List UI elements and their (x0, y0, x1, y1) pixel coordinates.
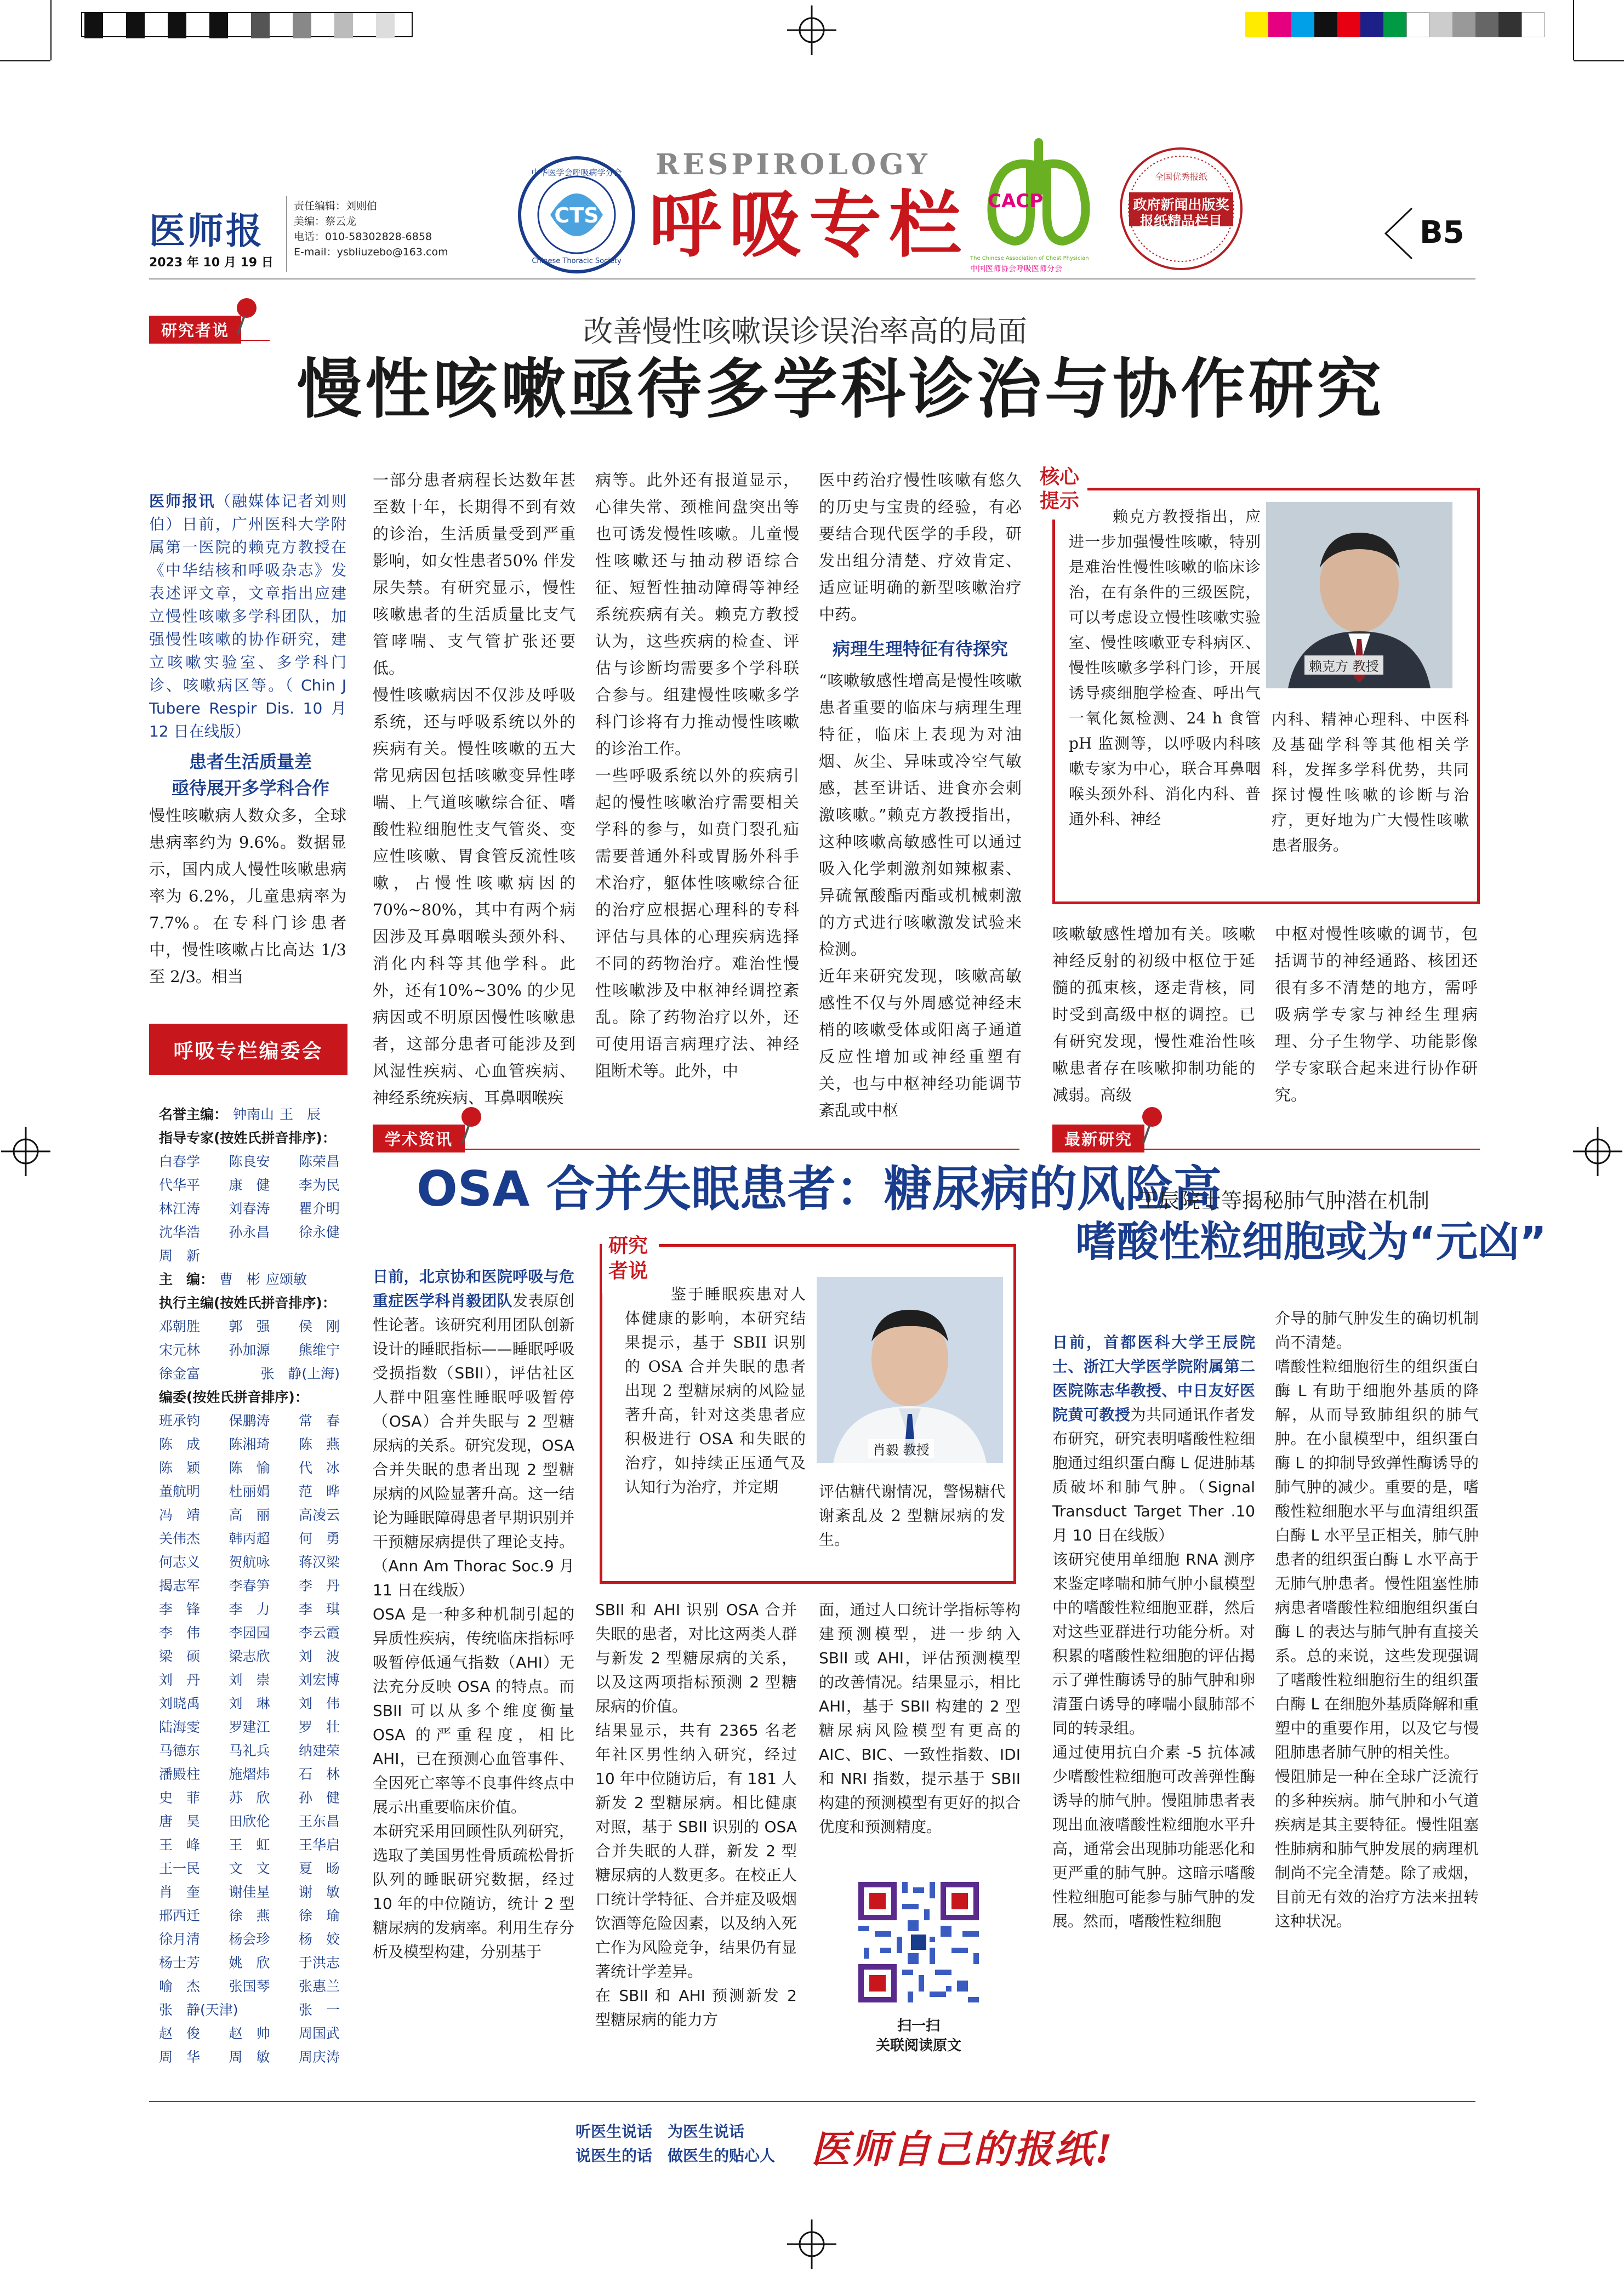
board-member-name: 赵 帅 (229, 2025, 270, 2041)
board-member-name: 周 华 (159, 2049, 201, 2065)
board-member-name: 徐 瑜 (298, 1908, 340, 1924)
respirology-wordmark: RESPIROLOGY (656, 148, 931, 181)
board-row (159, 1621, 340, 1645)
board-member-name: 苏 欣 (229, 1790, 270, 1806)
cts-ring-en: Chinese Thoracic Society (532, 257, 622, 265)
osa-box-text: 鉴于睡眠疾患对人体健康的影响，本研究结果提示，基于 SBII 识别的 OSA 合并失眠的患者出现 2 型糖尿病的风险显著升高，针对这类患者应积极进行 OSA 和失眠的治疗，如持续正压通气及认知行为治疗，并定期 (625, 1285, 806, 1496)
footer-slogan-1: 听医生说话 为医生说话 (575, 2122, 745, 2141)
board-member-name: 董航明 (159, 1483, 201, 1499)
board-member-name: 高凌云 (298, 1507, 340, 1523)
board-member-name: 罗 壮 (298, 1719, 340, 1735)
award-line1: 政府新闻出版奖 (1133, 197, 1229, 213)
board-member-name: 于洪志 (298, 1955, 340, 1971)
board-member-name: 陈荣昌 (298, 1154, 340, 1169)
trim-line-left (0, 60, 50, 61)
board-row (159, 2045, 340, 2069)
board-row (159, 1268, 340, 1291)
board-member-name: 代 冰 (298, 1460, 340, 1476)
board-member-name: 王 峰 (159, 1837, 201, 1853)
board-member-name: 徐金富 (159, 1366, 201, 1382)
board-member-name: 陈湘琦 (229, 1436, 270, 1452)
osa-col-1-body: 发表原创性论著。该研究利用团队创新设计的睡眠指标——睡眠呼吸受损指数（SBII），评估社区人群中阻塞性睡眠呼吸暂停（OSA）合并失眠与 2 型糖尿病的关系。研究发现，OSA 合并失眠的患者出现 2 型糖尿病的风险显著升高。这一结论为睡眠障碍患者早期识别并干预糖尿病提供了理论支持。（Ann Am Thorac Soc.9 月 11 日在线版） OSA 是一种多种机制引起的异质性疾病，传统临床指标呼吸暂停低通气指数（AHI）无法充分反映 OSA 的特点。而 SBII 可以从多个维度衡量 OSA 的严重程度，相比 AHI，已在预测心血管事件、全因死亡率等不良事件终点中展示出重要临床价值。 本研究采用回顾性队列研究，选取了美国男性骨质疏松骨折队列的睡眠研究数据，经过 10 年的中位随访，统计 2 型糖尿病的发病率。利用生存分析及模型构建，分别基于 (373, 1292, 574, 1961)
core-tip-text-2: 内科、精神心理科、中医科及基础学科等其他相关学科，发挥多学科优势，共同探讨慢性咳嗽的诊断与治疗，更好地为广大慢性咳嗽患者服务。 (1272, 710, 1469, 854)
cts-logo (517, 156, 636, 274)
board-member-name: 冯 靖 (159, 1507, 201, 1523)
board-member-name: 保鹏涛 (229, 1413, 270, 1429)
board-row (159, 1645, 340, 1668)
board-row (159, 1362, 340, 1385)
pushpin-icon-3 (1135, 1105, 1167, 1145)
board-row (159, 1409, 340, 1433)
board-member-name: 何志义 (159, 1554, 201, 1570)
board-member-name: 范 晔 (298, 1483, 340, 1499)
board-member-name: 姚 欣 (229, 1955, 270, 1971)
pushpin-icon-2 (454, 1105, 487, 1145)
board-member-name: 李 伟 (159, 1625, 201, 1641)
board-member-name: 纳建荣 (298, 1743, 340, 1759)
board-member-name: 石 林 (298, 1766, 340, 1782)
portrait-caption-lai: 赖克方 教授 (1304, 655, 1383, 675)
board-member-name: 徐 燕 (229, 1908, 270, 1924)
footer-calligraphy: 医师自己的报纸! (811, 2126, 1114, 2172)
osa-col-3: 面，通过人口统计学指标等构建预测模型，进一步纳入 SBII 或 AHI，评估预测模型的改善情况。结果显示，相比 AHI，基于 SBII 构建的 2 型糖尿病风险模型有更高的 AIC、BIC、一致性指数、IDI 和 NRI 指数，提示基于 SBII 构建的预测模型有更好的拟合优度和预测精度。 (819, 1601, 1021, 1836)
board-row (159, 1762, 340, 1786)
board-member-name: 侯 刚 (298, 1319, 340, 1334)
board-row (159, 1692, 340, 1715)
masthead-divider (286, 196, 287, 272)
board-row (159, 1715, 340, 1739)
award-line2: 报纸精品栏目 (1139, 213, 1222, 229)
latest-kicker: 王辰院士等揭秘肺气肿潜在机制 (1138, 1189, 1430, 1213)
board-row (159, 1951, 340, 1975)
top-subhead-1: 患者生活质量差 亟待展开多学科合作 (171, 751, 329, 798)
board-member-name: 邢西迁 (159, 1908, 201, 1924)
board-member-name: 文 文 (229, 1861, 270, 1876)
board-row (159, 1456, 340, 1480)
board-member-name: 史 菲 (159, 1790, 201, 1806)
top-lead (149, 467, 346, 741)
latest-headline: 嗜酸性粒细胞或为“元凶” (1075, 1217, 1547, 1266)
board-member-name: 张 静(上海) (260, 1366, 340, 1382)
board-row (159, 1103, 340, 1126)
qr-code[interactable] (853, 1876, 984, 2008)
board-member-name: 唐 昊 (159, 1813, 201, 1829)
board-member-name: 李云霞 (298, 1625, 340, 1641)
color-calibration-bar (1245, 12, 1552, 37)
board-member-name: 韩丙超 (229, 1531, 270, 1547)
trim-line-right-v (1573, 0, 1574, 60)
board-member-name: 徐永健 (298, 1224, 340, 1240)
board-member-name: 陈 愉 (229, 1460, 270, 1476)
staff-editor: 责任编辑：刘则伯 (294, 200, 378, 212)
board-member-name: 周 新 (159, 1248, 201, 1264)
board-row (159, 1668, 340, 1692)
crop-mark-top-center (787, 5, 836, 55)
board-row (159, 1786, 340, 1810)
core-tip-label: 核心提示 (1039, 465, 1079, 512)
top-col-1: 慢性咳嗽病人数众多，全球患病率约为 9.6%。数据显示，国内成人慢性咳嗽患病率为 6.2%，儿童患病率为 7.7%。在专科门诊患者中，慢性咳嗽占比高达 1/3 至 2/3。相当 (149, 806, 346, 986)
board-member-name: 马礼兵 (229, 1743, 270, 1759)
section-tag-researcher: 研究者说 (149, 316, 241, 344)
board-member-name: 徐月清 (159, 1931, 201, 1947)
cacp-en: The Chinese Association of Chest Physician (970, 255, 1089, 261)
portrait-silhouette-icon-2 (817, 1277, 1003, 1463)
section-tag-academic: 学术资讯 (373, 1125, 465, 1152)
top-col-3: 病等。此外还有报道显示，心律失常、颈椎间盘突出等也可诱发慢性咳嗽。儿童慢性咳嗽还与抽动秽语综合征、短暂性抽动障碍等神经系统疾病有关。赖克方教授认为，这些疾病的检查、评估与诊断均需要多个学科联合参与。组建慢性咳嗽多学科门诊将有力推动慢性咳嗽的诊治工作。 一些呼吸系统以外的疾病引起的慢性咳嗽治疗需要相关学科的参与，如贲门裂孔疝需要普通外科或胃肠外科手术治疗，躯体性咳嗽综合征的治疗应根据心理科的专科评估与具体的心理疾病选择不同的药物治疗。难治性慢性咳嗽涉及中枢神经调控紊乱。除了药物治疗以外，还可使用语言病理疗法、神经阻断术等。此外，中 (595, 471, 799, 1080)
award-top-text: 全国优秀报纸 (1154, 172, 1208, 182)
portrait-caption-xiao: 肖毅 教授 (868, 1439, 934, 1458)
board-member-name: 刘宏博 (298, 1672, 340, 1688)
board-row-label: 指导专家(按姓氏拼音排序)： (159, 1130, 336, 1146)
core-tip-text: 赖克方教授指出，应进一步加强慢性咳嗽，特别是难治性慢性咳嗽的临床诊治，在有条件的三级医院，可以考虑设立慢性咳嗽实验室、慢性咳嗽亚专科病区、慢性咳嗽多学科门诊，开展诱导痰细胞学检查、呼出气一氧化氮检测、24 h 食管 pH 监测等，以呼吸内科咳嗽专家为中心，联合耳鼻咽喉头颈外科、消化内科、普通外科、神经 (1069, 507, 1261, 828)
board-row (159, 1126, 340, 1150)
staff-email: E-mail：ysbliuzebo@163.com (294, 246, 448, 258)
board-member-name: 马德东 (159, 1743, 201, 1759)
footer-rule (149, 2101, 1475, 2102)
board-member-name: 班承钧 (159, 1413, 201, 1429)
tag-rule-top (149, 340, 270, 341)
board-member-name: 李 力 (229, 1601, 270, 1617)
board-member-name: 熊维宁 (298, 1342, 340, 1358)
board-member-name: 周 敏 (229, 2049, 270, 2065)
board-member-name: 宋元林 (159, 1342, 201, 1358)
board-member-name: 田欣伦 (229, 1813, 270, 1829)
board-member-name: 施熠炜 (229, 1766, 270, 1782)
board-row (159, 1480, 340, 1503)
board-row (159, 1150, 340, 1173)
board-member-name: 陈 燕 (298, 1436, 340, 1452)
trim-line-left-v (50, 0, 52, 60)
board-member-name: 孙永昌 (229, 1224, 270, 1240)
board-member-name: 沈华浩 (159, 1224, 201, 1240)
osa-col-2: SBII 和 AHI 识别 OSA 合并失眠的患者，对比这两类人群与新发 2 型糖尿病的关系，以及这两项指标预测 2 型糖尿病的价值。 结果显示，共有 2365 名老年社区男性纳入研究，经过 10 年中位随访后，有 181 人新发 2 型糖尿病。相比健康对照，基于 SBII 识别的 OSA 合并失眠的人群，新发 2 型糖尿病的人数更多。在校正人口统计学特征、合并症及吸烟饮酒等危险因素，以及纳入死亡作为风险竞争，结果仍有显著统计学差异。 在 SBII 和 AHI 预测新发 2 型糖尿病的能力方 (595, 1601, 797, 2029)
board-row (159, 2022, 340, 2045)
board-row (159, 1927, 340, 1951)
board-row (159, 1173, 340, 1197)
board-member-name: 高 丽 (229, 1507, 270, 1523)
board-row (159, 1857, 340, 1880)
board-row (159, 1597, 340, 1621)
board-member-name: 李园园 (229, 1625, 270, 1641)
portrait-xiao-yi (817, 1277, 1003, 1463)
crop-mark-bottom (787, 2219, 836, 2269)
crop-mark-right (1573, 1127, 1622, 1176)
tag-rule-latest (1052, 1149, 1480, 1150)
board-member-name: 揭志军 (159, 1578, 201, 1594)
latest-lead-blue: 日前，首都医科大学王辰院士、浙江大学医学院附属第二医院陈志华教授、中日友好医院黄可教授 (1052, 1333, 1255, 1424)
board-member-name: 夏 旸 (298, 1861, 340, 1876)
top-col-4b: “咳嗽敏感性增高是慢性咳嗽患者重要的临床与病理生理特征，临床上表现为对油烟、灰尘、异味或冷空气敏感，甚至讲话、进食亦会刺激咳嗽。”赖克方教授指出，这种咳嗽高敏感性可以通过吸入化学刺激剂如辣椒素、异硫氰酸酯丙酯或机械刺激的方式进行咳嗽激发试验来检测。 近年来研究发现，咳嗽高敏感性不仅与外周感觉神经末梢的咳嗽受体或阳离子通道反应性增加或神经重塑有关，也与中枢神经功能调节紊乱或中枢 (819, 671, 1022, 1120)
tag-rule-osa (373, 1149, 1019, 1150)
board-row (159, 1574, 340, 1597)
top-col-2: 一部分患者病程长达数年甚至数十年，长期得不到有效的诊治，生活质量受到严重影响，如女性患者50% 伴发尿失禁。有研究显示，慢性咳嗽患者的生活质量比支气管哮喘、支气管扩张还要低。 慢性咳嗽病因不仅涉及呼吸系统，还与呼吸系统以外的疾病有关。慢性咳嗽的五大常见病因包括咳嗽变异性哮喘、上气道咳嗽综合征、嗜酸性粒细胞性支气管炎、变应性咳嗽、胃食管反流性咳嗽，占慢性咳嗽病因的 70%~80%，其中有两个病因涉及耳鼻咽喉头颈外科、消化内科等其他学科。此外，还有10%~30% 的少见病因或不明原因慢性咳嗽患者，这部分患者可能涉及到风湿性疾病、心血管疾病、神经系统疾病、耳鼻咽喉疾 (373, 471, 575, 1107)
board-row (159, 1433, 340, 1456)
top-headline: 慢性咳嗽亟待多学科诊治与协作研究 (297, 351, 1385, 427)
board-row-label: 主 编： (159, 1271, 214, 1287)
osa-headline: OSA 合并失眠患者：糖尿病的风险高 (417, 1161, 1222, 1217)
board-member-name: 李为民 (298, 1177, 340, 1193)
osa-research-label: 研究者说 (608, 1234, 648, 1282)
board-member-name: 罗建江 (229, 1719, 270, 1735)
osa-col-1 (373, 1241, 574, 2079)
board-row (159, 1338, 340, 1362)
masthead-rule (149, 278, 1475, 279)
board-member-name: 邓朝胜 (159, 1319, 201, 1334)
board-member-name: 林江涛 (159, 1201, 201, 1217)
board-member-name: 杨 姣 (298, 1931, 340, 1947)
latest-col-1-body: 为共同通讯作者发布研究，研究表明嗜酸性粒细胞通过组织蛋白酶 L 促进肺基质破坏和肺气肿。（Signal Transduct Target Ther .10 月 10 日在线版） 该研究使用单细胞 RNA 测序来鉴定哮喘和肺气肿小鼠模型中的嗜酸性粒细胞亚群，然后对这些亚群进行功能分析。对积累的嗜酸性粒细胞的评估揭示了弹性酶诱导的肺气肿和卵清蛋白诱导的哮喘小鼠肺部不同的转录组。 通过使用抗白介素 -5 抗体减少嗜酸性粒细胞可改善弹性酶诱导的肺气肿。慢阻肺患者表现出血液嗜酸性粒细胞水平升高，通常会出现肺功能恶化和更严重的肺气肿。这暗示嗜酸性粒细胞可能参与肺气肿的发展。然而，嗜酸性粒细胞 (1052, 1406, 1255, 1930)
board-member-name: 周庆涛 (298, 2049, 340, 2065)
board-member-name: 李 丹 (298, 1578, 340, 1594)
board-member-name: 陆海雯 (159, 1719, 201, 1735)
board-member-name: 张 一 (298, 2002, 340, 2018)
board-row (159, 1291, 340, 1315)
qr-caption-1: 扫一扫 (897, 2018, 940, 2034)
board-member-name: 赵 俊 (159, 2025, 201, 2041)
osa-box-text-2: 评估糖代谢情况，警惕糖代谢紊乱及 2 型糖尿病的发生。 (819, 1482, 1005, 1549)
board-member-name: 应颂敏 (266, 1271, 307, 1287)
registration-black-bar (81, 12, 413, 37)
staff-phone: 电话：010-58302828-6858 (294, 231, 432, 243)
board-member-name: 王东昌 (298, 1813, 340, 1829)
board-row (159, 1975, 340, 1998)
board-member-name: 关伟杰 (159, 1531, 201, 1547)
top-lead-body: 日前，广州医科大学附属第一医院的赖克方教授在《中华结核和呼吸杂志》发表述评文章，文章指出应建立慢性咳嗽多学科团队，加强慢性咳嗽的协作研究，建立咳嗽实验室、多学科门诊、咳嗽病区等。（ Chin J Tubere Respir Dis. 10 月 12 日在线版） (149, 515, 346, 740)
board-member-name: 孙 健 (298, 1790, 340, 1806)
board-row (159, 1904, 340, 1927)
board-member-name: 潘殿柱 (159, 1766, 201, 1782)
board-member-name: 蒋汉梁 (298, 1554, 340, 1570)
board-member-name: 刘 伟 (298, 1696, 340, 1711)
cts-ring-text: 中华医学会呼吸病学分会 (531, 168, 622, 178)
staff-designer: 美编：蔡云龙 (294, 215, 357, 227)
staff-block (294, 198, 448, 260)
top-col-6: 中枢对慢性咳嗽的调节，包括调节的神经通路、核团还很有多不清楚的地方，需呼吸病学专家与神经生理病理、分子生物学、功能影像学专家联合起来进行协作研究。 (1275, 925, 1478, 1104)
board-row (159, 1220, 340, 1244)
board-member-name: 梁 硕 (159, 1648, 201, 1664)
board-member-name: 张 静(天津) (159, 2002, 238, 2018)
board-member-name: 王 虹 (229, 1837, 270, 1853)
board-row (159, 1315, 340, 1338)
board-row (159, 1550, 340, 1574)
board-row (159, 1385, 340, 1409)
board-list (159, 1103, 340, 2073)
board-member-name: 陈 颖 (159, 1460, 201, 1476)
top-kicker: 改善慢性咳嗽误诊误治率高的局面 (583, 314, 1027, 349)
top-subhead-2: 病理生理特征有待探究 (832, 638, 1008, 659)
board-row (159, 1833, 340, 1857)
board-row (159, 1998, 340, 2022)
board-member-name: 谢 敏 (298, 1884, 340, 1900)
board-member-name: 瞿介明 (298, 1201, 340, 1217)
osa-lead-blue: 日前，北京协和医院呼吸与危重症医学科肖毅团队 (373, 1268, 574, 1310)
board-member-name: 王华启 (298, 1837, 340, 1853)
board-member-name: 王 辰 (280, 1106, 321, 1122)
board-member-name: 郭 强 (229, 1319, 270, 1334)
paper-name: 医师报 (149, 209, 264, 252)
board-member-name: 梁志欣 (229, 1648, 270, 1664)
board-member-name: 周国武 (298, 2025, 340, 2041)
board-row-label: 编委(按姓氏拼音排序)： (159, 1389, 309, 1405)
cts-center-text: CTS (554, 203, 599, 227)
board-member-name: 谢佳星 (229, 1884, 270, 1900)
board-row-label: 执行主编(按姓氏拼音排序)： (159, 1295, 336, 1311)
qr-caption-2: 关联阅读原文 (875, 2038, 961, 2054)
cacp-cn: 中国医师协会呼吸医师分会 (970, 265, 1062, 273)
paper-date: 2023 年 10 月 19 日 (149, 256, 273, 270)
board-member-name: 钟南山 (233, 1106, 275, 1122)
board-member-name: 刘春涛 (229, 1201, 270, 1217)
board-member-name: 贺航咏 (229, 1554, 270, 1570)
board-member-name: 陈良安 (229, 1154, 270, 1169)
board-row (159, 1503, 340, 1527)
page-number: B5 (1420, 215, 1465, 250)
board-member-name: 刘 丹 (159, 1672, 201, 1688)
board-row (159, 1527, 340, 1550)
board-member-name: 张国琴 (229, 1978, 270, 1994)
cacp-lungs-logo (976, 132, 1102, 255)
board-row (159, 1810, 340, 1833)
board-member-name: 杜丽娟 (229, 1483, 270, 1499)
board-row (159, 1244, 340, 1268)
column-title: 呼吸专栏 (649, 183, 969, 267)
top-col-4: 医中药治疗慢性咳嗽有悠久的历史与宝贵的经验，有必要结合现代医学的手段，研发出组分清楚、疗效肯定、适应证明确的新型咳嗽治疗中药。 (819, 471, 1022, 624)
board-row (159, 1197, 340, 1220)
board-member-name: 李 锋 (159, 1601, 201, 1617)
board-member-name: 刘 崇 (229, 1672, 270, 1688)
latest-col-1 (1052, 1306, 1255, 2079)
board-member-name: 白春学 (159, 1154, 201, 1169)
board-member-name: 刘 琳 (229, 1696, 270, 1711)
page-chevron-icon (1381, 206, 1414, 261)
section-tag-latest: 最新研究 (1052, 1125, 1144, 1152)
top-lead-red: 医师报讯 (149, 492, 215, 510)
board-title: 呼吸专栏编委会 (173, 1040, 323, 1063)
board-member-name: 刘 波 (298, 1648, 340, 1664)
footer-slogan-2: 说医生的话 做医生的贴心人 (575, 2147, 776, 2165)
board-member-name: 杨士芳 (159, 1955, 201, 1971)
board-member-name: 李 琪 (298, 1601, 340, 1617)
board-member-name: 刘晓禹 (159, 1696, 201, 1711)
board-member-name: 常 春 (298, 1413, 340, 1429)
trim-line-right (1574, 60, 1624, 61)
board-row-label: 名誉主编： (159, 1106, 228, 1122)
top-lead-reporter: （融媒体记者刘则伯） (149, 492, 346, 533)
board-member-name: 康 健 (229, 1177, 270, 1193)
board-member-name: 李春笋 (229, 1578, 270, 1594)
board-row (159, 1880, 340, 1904)
board-member-name: 何 勇 (298, 1531, 340, 1547)
pushpin-icon (229, 296, 262, 336)
board-member-name: 喻 杰 (159, 1978, 201, 1994)
board-row (159, 1739, 340, 1762)
top-col-5: 咳嗽敏感性增加有关。咳嗽神经反射的初级中枢位于延髓的孤束核，逐走背核，同时受到高级中枢的调控。已有研究发现，慢性难治性咳嗽患者存在咳嗽抑制功能的减弱。高级 (1052, 925, 1255, 1104)
latest-col-2: 介导的肺气肿发生的确切机制尚不清楚。 嗜酸性粒细胞衍生的组织蛋白酶 L 有助于细胞外基质的降解，从而导致肺组织的肺气肿。在小鼠模型中，组织蛋白酶 L 的抑制导致弹性酶诱导的肺气肿的减少。重要的是，嗜酸性粒细胞水平与血清组织蛋白酶 L 水平呈正相关，肺气肿患者的组织蛋白酶 L 水平高于无肺气肿患者。慢性阻塞性肺病患者嗜酸性粒细胞组织蛋白酶 L 的表达与肺气肿有直接关系。总的来说，这些发现强调了嗜酸性粒细胞衍生的组织蛋白酶 L 在细胞外基质降解和重塑中的重要作用，以及它与慢阻肺患者肺气肿的相关性。 慢阻肺是一种在全球广泛流行的多种疾病。肺气肿和小气道疾病是其主要特征。慢性阻塞性肺病和肺气肿发展的病理机制尚不完全清楚。除了戒烟，目前无有效的治疗方法来扭转这种状况。 (1275, 1309, 1479, 1930)
board-member-name: 孙加源 (229, 1342, 270, 1358)
board-member-name: 张惠兰 (298, 1978, 340, 1994)
cacp-text: CACP (988, 190, 1044, 212)
board-member-name: 陈 成 (159, 1436, 201, 1452)
board-member-name: 杨会珍 (229, 1931, 270, 1947)
board-member-name: 代华平 (159, 1177, 201, 1193)
crop-mark-left (1, 1127, 50, 1176)
board-member-name: 肖 奎 (159, 1884, 201, 1900)
board-header (149, 1024, 347, 1075)
board-member-name: 王一民 (159, 1861, 201, 1876)
board-member-name: 曹 彬 (219, 1271, 261, 1287)
